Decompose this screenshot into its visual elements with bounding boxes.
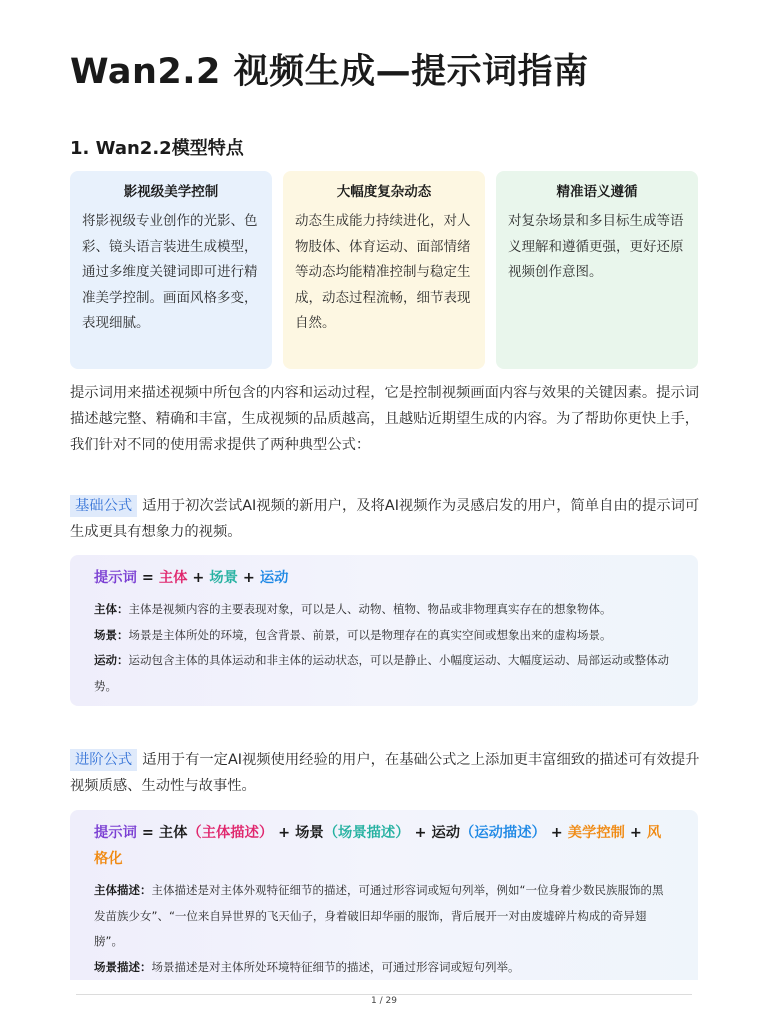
formula-motion: 运动 xyxy=(431,825,461,841)
definition-label: 主体： xyxy=(94,602,129,616)
basic-formula-text: 适用于初次尝试AI视频的新用户，及将AI视频作为灵感启发的用户，简单自由的提示词可生成更具有想象力的视频。 xyxy=(70,498,700,540)
formula-plus: + xyxy=(545,825,568,841)
basic-formula xyxy=(94,565,674,591)
formula-eq: = xyxy=(136,570,159,586)
definition-label: 主体描述： xyxy=(94,883,152,897)
formula-motion-desc: （运动描述） xyxy=(460,825,546,841)
feature-card-dynamics xyxy=(283,171,485,369)
formula-subject-desc: （主体描述） xyxy=(187,825,274,841)
advanced-formula-description xyxy=(70,747,700,799)
definition-scene-desc xyxy=(94,955,674,981)
formula-scene: 场景 xyxy=(295,825,324,841)
definition-text: 主体描述是对主体外观特征细节的描述，可通过形容词或短句列举，例如“一位身着少数民族服饰的黑发苗族少女”、“一位来自异世界的飞天仙子，身着破旧却华丽的服饰，背后展开一对由废墟碎片构成的奇异翅膀”。 xyxy=(94,883,664,948)
definition-text: 场景描述是对主体所处环境特征细节的描述，可通过形容词或短句列举。 xyxy=(151,959,520,974)
card-body: 对复杂场景和多目标生成等语义理解和遵循更强，更好还原视频创作意图。 xyxy=(508,213,684,280)
definition-motion xyxy=(94,648,674,699)
formula-plus: + xyxy=(409,825,432,841)
formula-scene-desc: （场景描述） xyxy=(323,825,410,841)
definition-text: 主体是视频内容的主要表现对象，可以是人、动物、植物、物品或非物理真实存在的想象物体。 xyxy=(128,602,612,616)
definition-scene xyxy=(94,623,674,649)
definition-subject xyxy=(94,597,674,623)
footer-divider xyxy=(76,994,692,995)
formula-scene: 场景 xyxy=(209,570,238,586)
feature-card-semantic xyxy=(496,171,698,369)
formula-plus: + xyxy=(624,825,647,841)
formula-subject: 主体 xyxy=(158,570,188,586)
formula-plus: + xyxy=(237,570,260,586)
formula-aesthetic: 美学控制 xyxy=(567,825,625,841)
definition-text: 场景是主体所处的环境，包含背景、前景，可以是物理存在的真实空间或想象出来的虚构场景。 xyxy=(128,627,612,642)
basic-formula-description xyxy=(70,493,700,545)
formula-plus: + xyxy=(273,825,296,841)
page-number: 1 / 29 xyxy=(371,996,397,1006)
definition-label: 运动： xyxy=(94,653,129,667)
advanced-formula xyxy=(94,820,674,872)
card-body: 动态生成能力持续进化，对人物肢体、体育运动、面部情绪等动态均能精准控制与稳定生成，动态过程流畅，细节表现自然。 xyxy=(295,213,471,331)
feature-card-aesthetic xyxy=(70,171,272,369)
page-title: Wan2.2 视频生成—提示词指南 xyxy=(70,52,589,92)
formula-eq: = xyxy=(136,825,159,841)
formula-prompt: 提示词 xyxy=(94,825,137,841)
formula-motion: 运动 xyxy=(259,570,289,586)
formula-prompt: 提示词 xyxy=(94,570,137,586)
definition-text: 运动包含主体的具体运动和非主体的运动状态，可以是静止、小幅度运动、大幅度运动、局部运动或整体动势。 xyxy=(94,653,669,693)
card-body: 将影视级专业创作的光影、色彩、镜头语言装进生成模型，通过多维度关键词即可进行精准美学控制。画面风格多变，表现细腻。 xyxy=(82,213,258,331)
definition-label: 场景： xyxy=(94,627,129,642)
formula-subject: 主体 xyxy=(158,825,188,841)
card-title: 大幅度复杂动态 xyxy=(336,184,432,200)
basic-formula-box xyxy=(70,555,698,706)
definition-subject-desc xyxy=(94,878,674,955)
advanced-formula-tag: 进阶公式 xyxy=(70,749,137,771)
advanced-formula-box xyxy=(70,810,698,980)
formula-plus: + xyxy=(187,570,210,586)
formula-style: 风格化 xyxy=(94,825,662,867)
basic-formula-tag: 基础公式 xyxy=(70,495,137,517)
card-title: 影视级美学控制 xyxy=(123,184,219,200)
card-title: 精准语义遵循 xyxy=(556,184,638,200)
intro-paragraph: 提示词用来描述视频中所包含的内容和运动过程，它是控制视频画面内容与效果的关键因素。提示词描述越完整、精确和丰富，生成视频的品质越高，且越贴近期望生成的内容。为了帮助你更快上手，我们针对不同的使用需求提供了两种典型公式： xyxy=(70,385,700,453)
advanced-formula-text: 适用于有一定AI视频使用经验的用户，在基础公式之上添加更丰富细致的描述可有效提升视频质感、生动性与故事性。 xyxy=(70,752,700,794)
section-heading: 1. Wan2.2模型特点 xyxy=(70,138,244,159)
definition-label: 场景描述： xyxy=(94,959,152,974)
